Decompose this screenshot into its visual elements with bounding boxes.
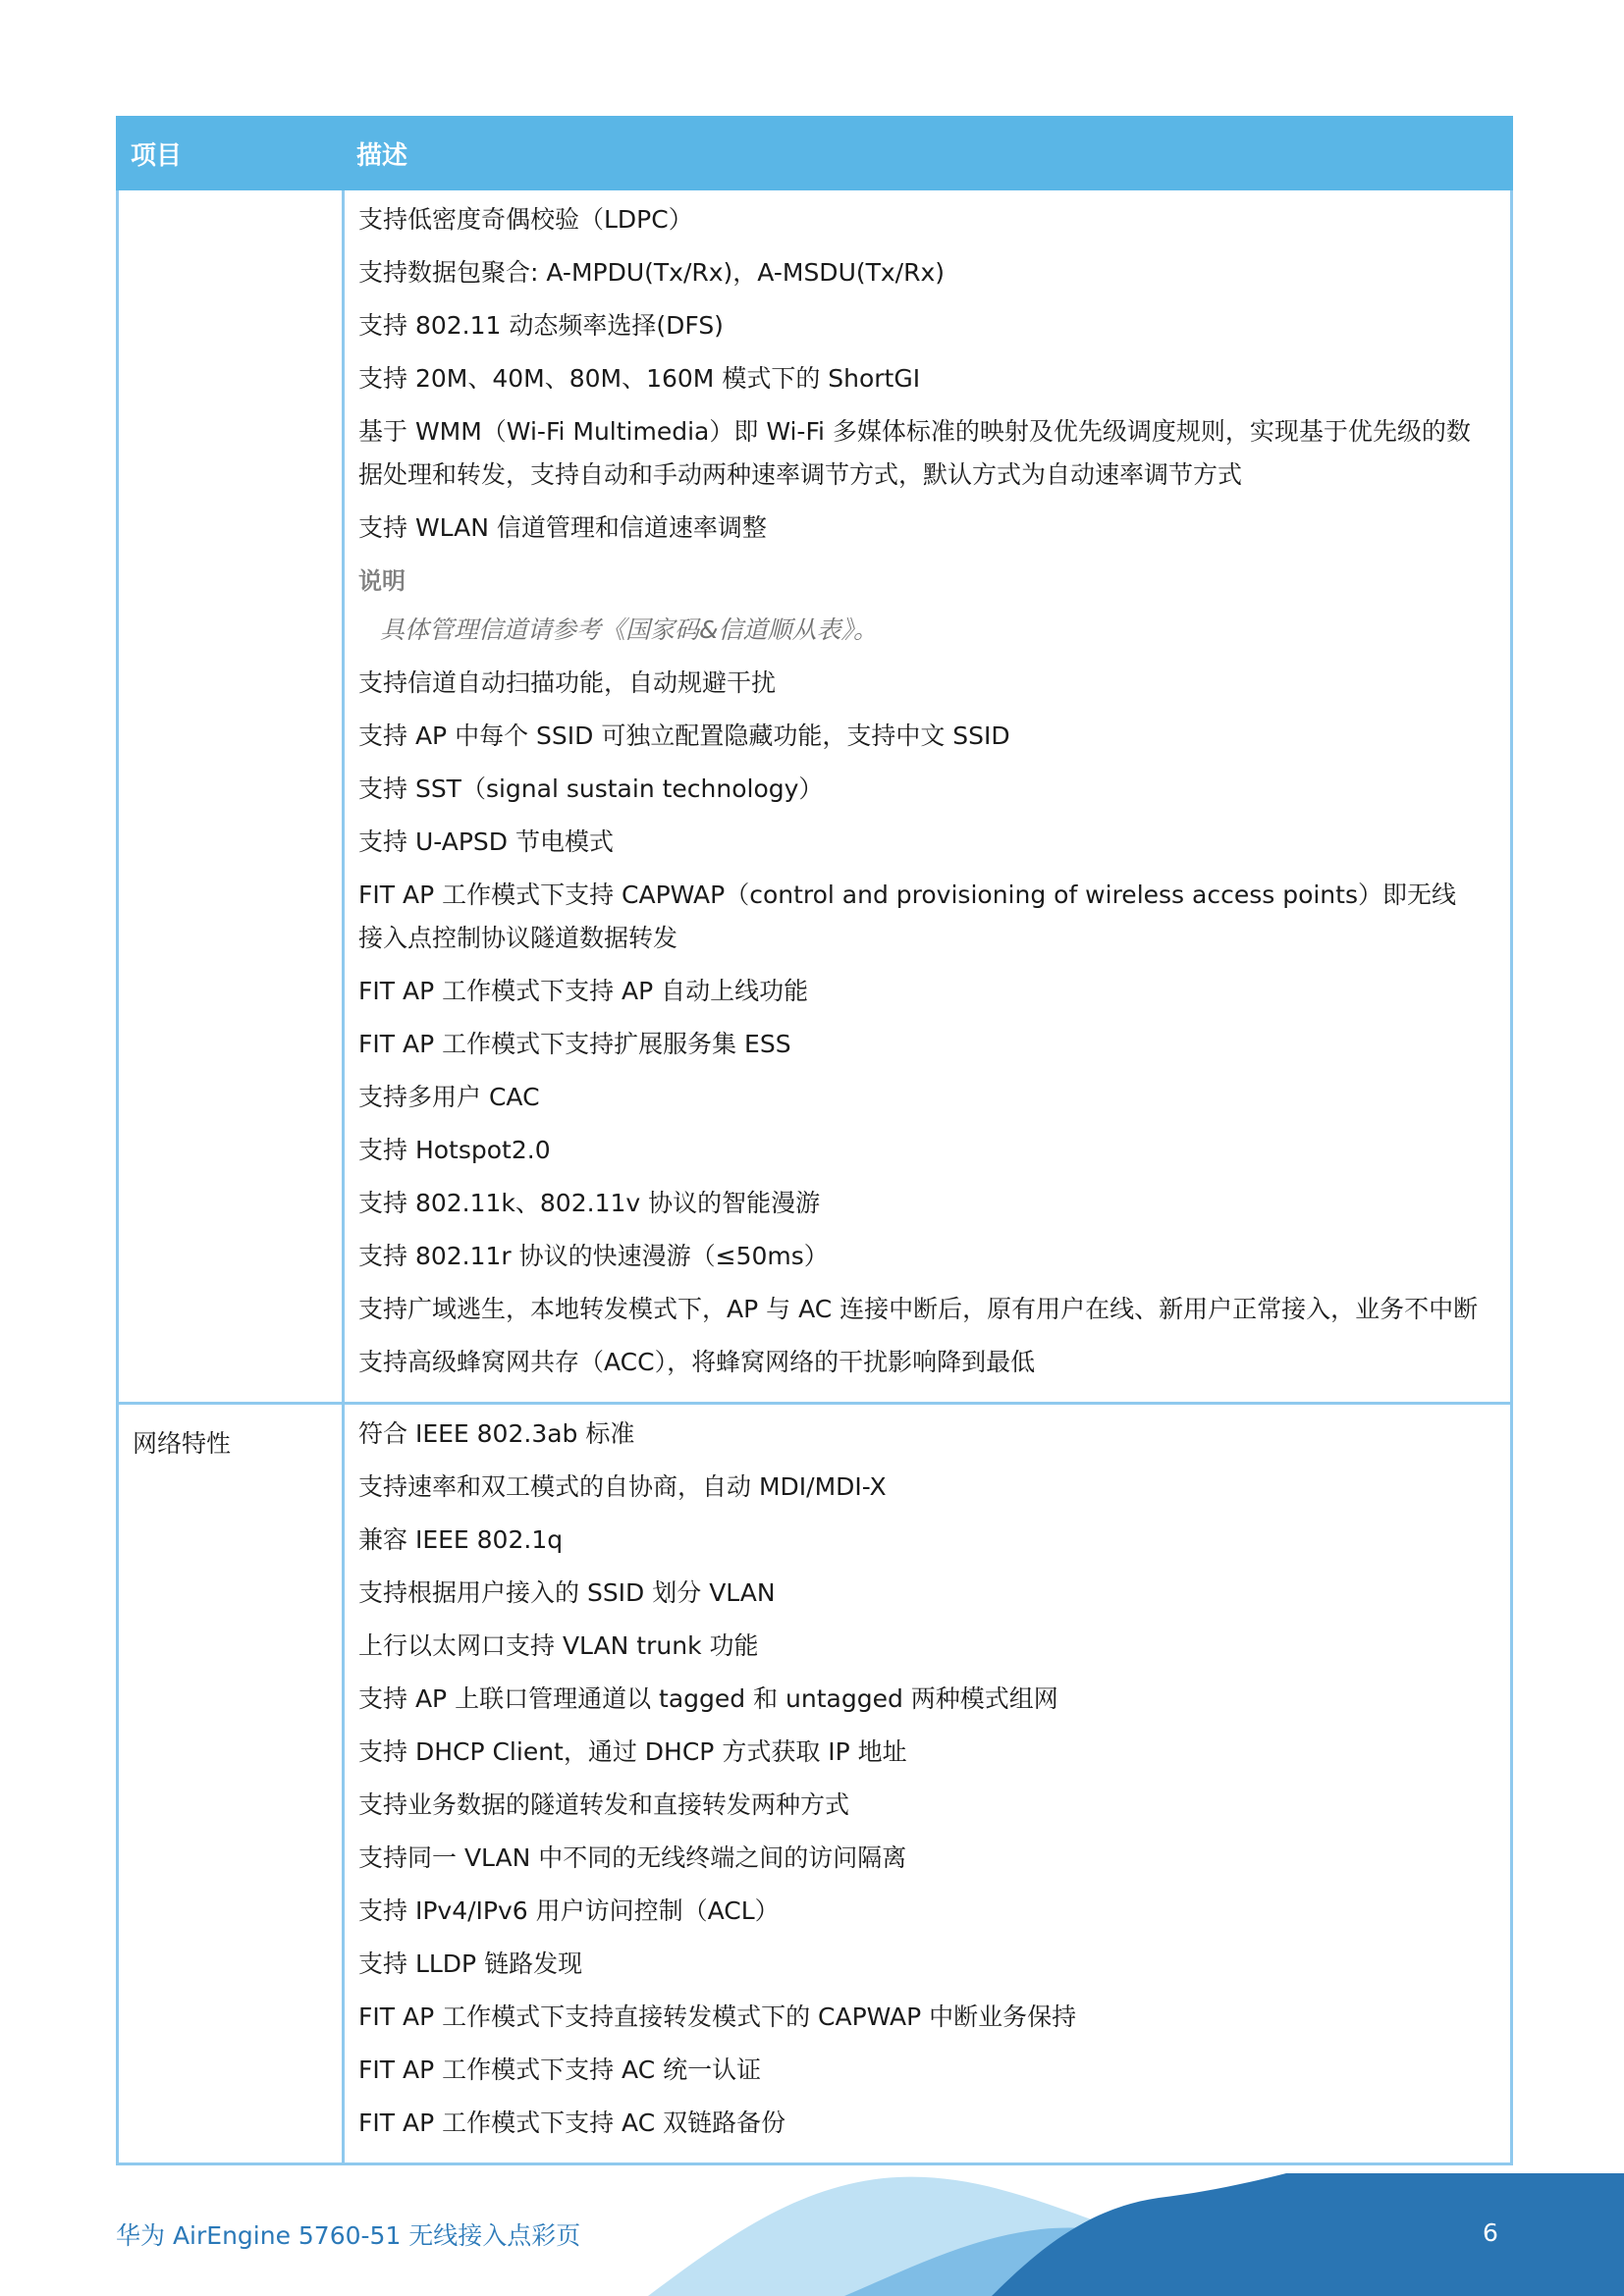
feature-line: 支持业务数据的隧道转发和直接转发两种方式: [358, 1790, 850, 1819]
spec-table: [116, 116, 1513, 2165]
feature-line: FIT AP 工作模式下支持扩展服务集 ESS: [358, 1030, 791, 1058]
feature-line: 支持 Hotspot2.0: [358, 1136, 551, 1164]
feature-line: 上行以太网口支持 VLAN trunk 功能: [358, 1631, 759, 1660]
description-cell-radio: [344, 189, 1512, 1404]
item-cell-radio: [118, 189, 344, 1404]
feature-line: 支持低密度奇偶校验（LDPC）: [358, 205, 693, 234]
table-row: [118, 189, 1512, 1404]
feature-line: 兼容 IEEE 802.1q: [358, 1525, 564, 1554]
feature-line: 基于 WMM（Wi-Fi Multimedia）即 Wi-Fi 多媒体标准的映射及优先级调度规则，实现基于优先级的数据处理和转发，支持自动和手动两种速率调节方式，默认方式为自动速率调节方式: [358, 417, 1471, 489]
feature-line: 支持 20M、40M、80M、160M 模式下的 ShortGI: [358, 364, 921, 393]
footer-wave-dark: [992, 2173, 1624, 2296]
feature-line: FIT AP 工作模式下支持 CAPWAP（control and provisioning of wireless access points）即无线接入点控制协议隧道数据转发: [358, 881, 1456, 952]
footer-title: 华为 AirEngine 5760-51 无线接入点彩页: [116, 2221, 581, 2250]
feature-line: FIT AP 工作模式下支持 AC 统一认证: [358, 2056, 762, 2084]
feature-line: 支持 802.11r 协议的快速漫游（≤50ms）: [358, 1242, 829, 1270]
item-cell-network: 网络特性: [118, 1404, 344, 2164]
feature-line: 支持 802.11 动态频率选择(DFS): [358, 311, 724, 340]
header-description: 描述: [344, 118, 1512, 189]
note-title: 说明: [358, 567, 406, 595]
feature-line: 支持 IPv4/IPv6 用户访问控制（ACL）: [358, 1896, 780, 1925]
feature-line: 支持根据用户接入的 SSID 划分 VLAN: [358, 1578, 776, 1607]
note-body: 具体管理信道请参考《国家码&信道顺从表》。: [380, 615, 878, 644]
feature-line: FIT AP 工作模式下支持 AC 双链路备份: [358, 2109, 786, 2137]
feature-line: 支持 DHCP Client，通过 DHCP 方式获取 IP 地址: [358, 1737, 907, 1766]
feature-line: 支持 LLDP 链路发现: [358, 1949, 583, 1978]
feature-line: 支持广域逃生，本地转发模式下，AP 与 AC 连接中断后，原有用户在线、新用户正常接入，业务不中断: [358, 1295, 1479, 1323]
feature-line: 支持速率和双工模式的自协商，自动 MDI/MDI-X: [358, 1472, 887, 1501]
feature-line: 支持信道自动扫描功能，自动规避干扰: [358, 668, 777, 697]
feature-line: 支持 U-APSD 节电模式: [358, 828, 614, 856]
feature-line: 支持数据包聚合: A-MPDU(Tx/Rx)，A-MSDU(Tx/Rx): [358, 258, 946, 287]
feature-line: 支持 AP 中每个 SSID 可独立配置隐藏功能，支持中文 SSID: [358, 721, 1010, 750]
feature-line: 支持 802.11k、802.11v 协议的智能漫游: [358, 1189, 821, 1217]
feature-line: 支持 WLAN 信道管理和信道速率调整: [358, 513, 767, 542]
feature-line: FIT AP 工作模式下支持直接转发模式下的 CAPWAP 中断业务保持: [358, 2002, 1077, 2031]
table-row: [118, 1404, 1512, 2164]
feature-line: 支持高级蜂窝网共存（ACC），将蜂窝网络的干扰影响降到最低: [358, 1348, 1036, 1376]
page-number: 6: [1483, 2218, 1498, 2247]
header-item: 项目: [118, 118, 344, 189]
feature-line: 支持同一 VLAN 中不同的无线终端之间的访问隔离: [358, 1843, 907, 1872]
feature-line: 支持多用户 CAC: [358, 1083, 540, 1111]
feature-line: FIT AP 工作模式下支持 AP 自动上线功能: [358, 977, 809, 1005]
description-cell-network: [344, 1404, 1512, 2164]
feature-line: 支持 AP 上联口管理通道以 tagged 和 untagged 两种模式组网: [358, 1684, 1058, 1713]
feature-line: 符合 IEEE 802.3ab 标准: [358, 1419, 635, 1448]
table-header-row: [118, 118, 1512, 189]
feature-line: 支持 SST（signal sustain technology）: [358, 774, 824, 803]
